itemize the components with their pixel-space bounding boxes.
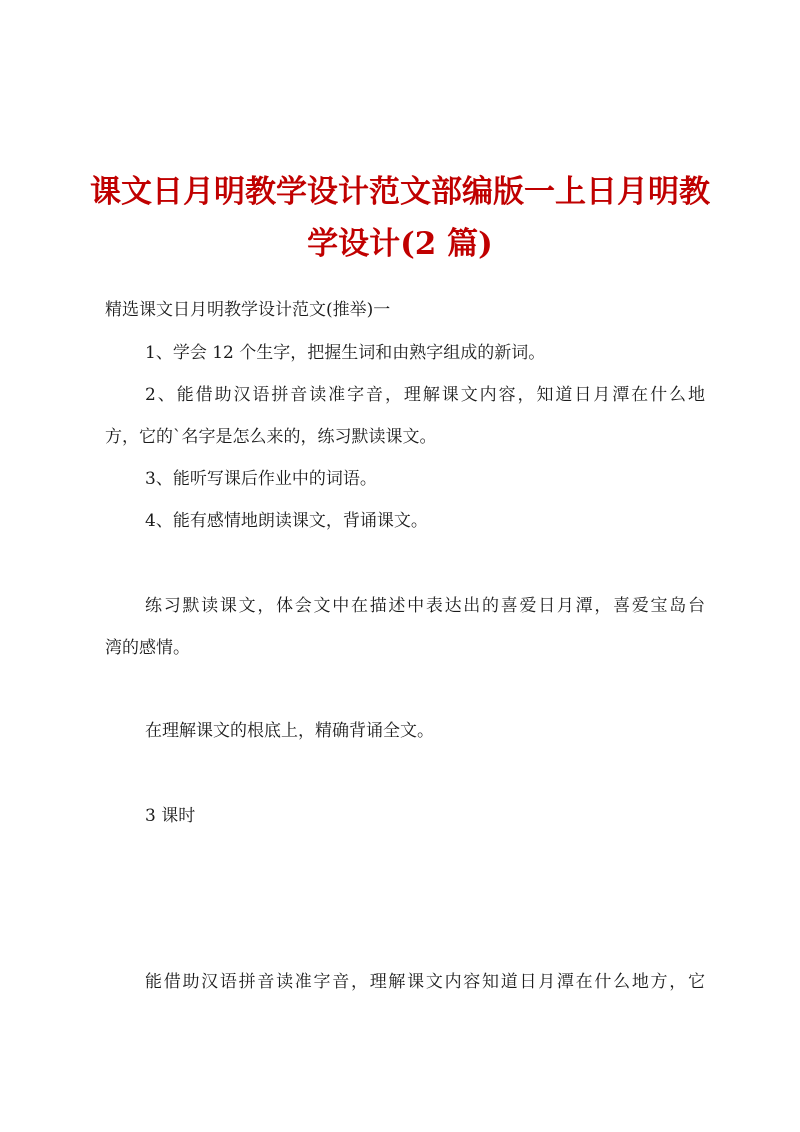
document-title [90, 166, 710, 270]
class-hours: 3 课时 [145, 806, 196, 826]
section-subtitle: 精选课文日月明教学设计范文(推举)一 [105, 300, 391, 320]
focus-line-1: 练习默读课文，体会文中在描述中表达出的喜爱日月潭，喜爱宝岛台 [145, 596, 705, 616]
title-line-1: 课文日月明教学设计范文部编版一上日月明教 [90, 174, 710, 210]
objective-1: 1、学会 12 个生字，把握生词和由熟字组成的新词。 [145, 343, 546, 363]
difficulty-text: 在理解课文的根底上，精确背诵全文。 [145, 721, 434, 741]
objective-2-line-1: 2、能借助汉语拼音读准字音，理解课文内容，知道日月潭在什么地 [145, 385, 705, 405]
objective-3: 3、能听写课后作业中的词语。 [145, 469, 377, 489]
focus-line-2: 湾的感情。 [105, 638, 190, 658]
objective-2-line-2: 方，它的`名字是怎么来的，练习默读课文。 [105, 427, 437, 447]
title-line-2: 学设计(2 篇) [307, 226, 493, 262]
bottom-paragraph-line: 能借助汉语拼音读准字音，理解课文内容知道日月潭在什么地方，它 [145, 972, 705, 992]
objective-4: 4、能有感情地朗读课文，背诵课文。 [145, 511, 428, 531]
